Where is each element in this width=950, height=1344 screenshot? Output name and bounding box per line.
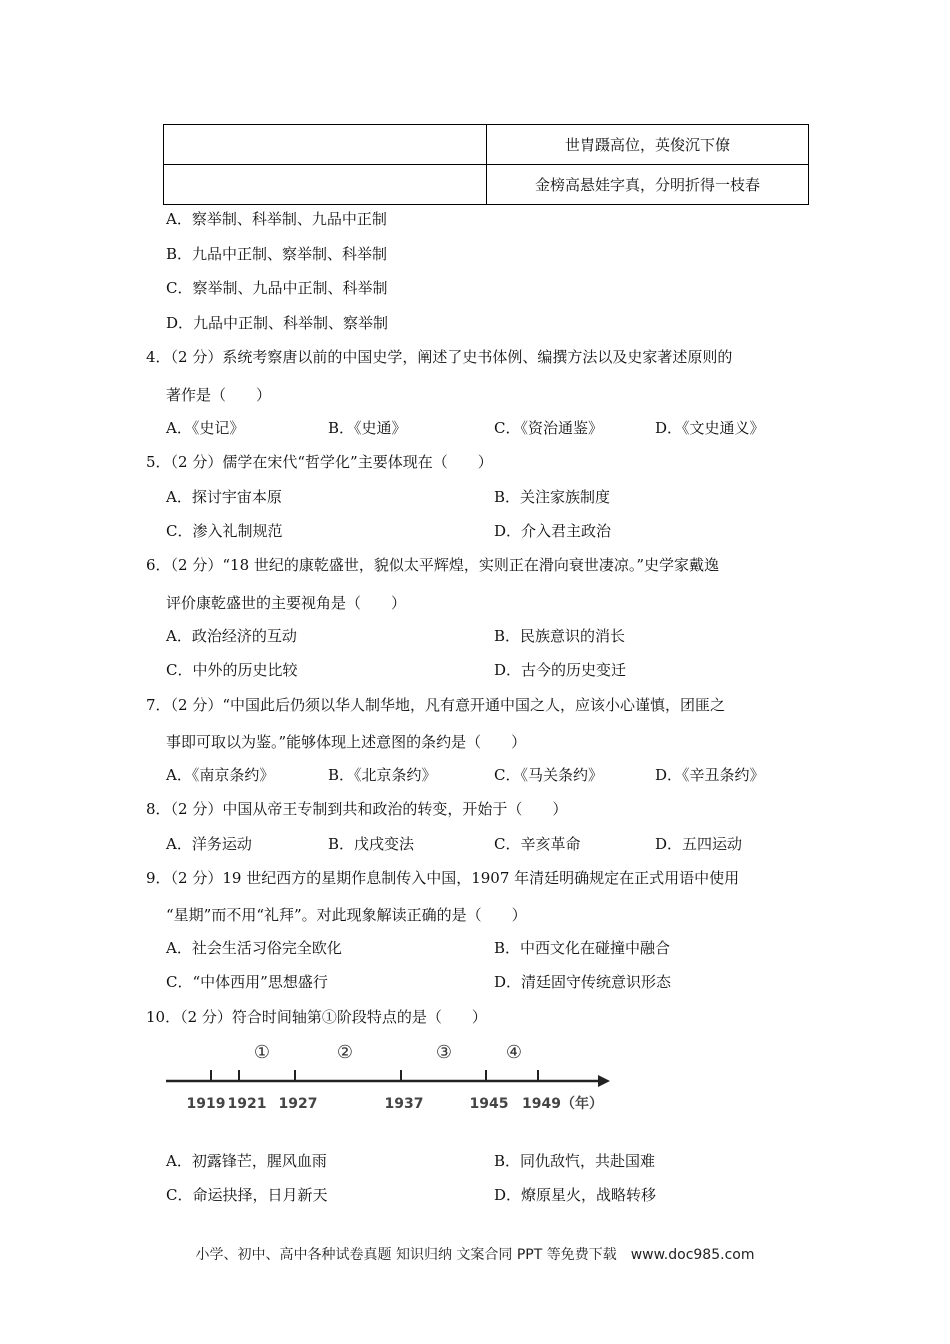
q5-option-c: C．渗入礼制规范 xyxy=(166,522,283,540)
q6-option-c: C．中外的历史比较 xyxy=(166,661,298,679)
q7-option-d: D．《辛丑条约》 xyxy=(655,766,765,784)
q9-option-c: C．“中体西用”思想盛行 xyxy=(166,973,328,991)
comparison-table xyxy=(163,124,809,205)
q4-stem-line2: 著作是（ ） xyxy=(166,386,272,404)
q6-option-b: B．民族意识的消长 xyxy=(494,627,626,645)
stage-label-3: ③ xyxy=(435,1042,453,1063)
stage-label-2: ② xyxy=(336,1042,354,1063)
q3-option-d: D．九品中正制、科举制、察举制 xyxy=(166,314,389,332)
table-cell-left xyxy=(164,125,487,165)
timeline-arrow-icon xyxy=(598,1075,610,1087)
q10-option-c: C．命运抉择，日月新天 xyxy=(166,1186,328,1204)
year-label-1919: 1919 xyxy=(186,1096,226,1112)
q9-option-d: D．清廷固守传统意识形态 xyxy=(494,973,672,991)
q4-option-d: D．《文史通义》 xyxy=(655,419,765,437)
q5-option-a: A．探讨宇宙本原 xyxy=(166,488,282,506)
q10-stem-line1: 10．（2 分）符合时间轴第①阶段特点的是（ ） xyxy=(146,1008,487,1026)
q4-stem-line1: 4．（2 分）系统考察唐以前的中国史学，阐述了史书体例、编撰方法以及史家著述原则的 xyxy=(146,348,733,366)
q7-stem-line2: 事即可取以为鉴。”能够体现上述意图的条约是（ ） xyxy=(166,733,527,751)
q8-option-d: D．五四运动 xyxy=(655,835,743,853)
year-label-1945: 1945 xyxy=(469,1096,509,1112)
q8-option-c: C．辛亥革命 xyxy=(494,835,581,853)
q7-option-c: C．《马关条约》 xyxy=(494,766,603,784)
q10-option-b: B．同仇敌忾，共赴国难 xyxy=(494,1152,656,1170)
q8-option-a: A．洋务运动 xyxy=(166,835,252,853)
table-cell-right: 世胄蹑高位，英俊沉下僚 xyxy=(487,125,809,165)
year-label-1927: 1927 xyxy=(278,1096,318,1112)
q3-option-b: B．九品中正制、察举制、科举制 xyxy=(166,245,388,263)
q10-option-d: D．燎原星火，战略转移 xyxy=(494,1186,657,1204)
q5-option-b: B．关注家族制度 xyxy=(494,488,611,506)
q7-option-a: A．《南京条约》 xyxy=(166,766,275,784)
q7-stem-line1: 7．（2 分）“中国此后仍须以华人制华地，凡有意开通中国之人，应该小心谨慎，团匪之 xyxy=(146,696,726,714)
q6-stem-line2: 评价康乾盛世的主要视角是（ ） xyxy=(166,594,407,612)
q8-option-b: B．戊戌变法 xyxy=(328,835,415,853)
q9-stem-line1: 9．（2 分）19 世纪西方的星期作息制传入中国，1907 年清廷明确规定在正式用语中使用 xyxy=(146,869,740,887)
year-label-1937: 1937 xyxy=(384,1096,424,1112)
q6-option-a: A．政治经济的互动 xyxy=(166,627,297,645)
table-row xyxy=(164,125,809,165)
q5-stem-line1: 5．（2 分）儒学在宋代“哲学化”主要体现在（ ） xyxy=(146,453,493,471)
q6-stem-line1: 6．（2 分）“18 世纪的康乾盛世，貌似太平辉煌，实则正在滑向衰世凄凉。”史学家戴逸 xyxy=(146,556,720,574)
year-label-1949: 1949（年） xyxy=(522,1096,603,1112)
q9-stem-line2: “星期”而不用“礼拜”。对此现象解读正确的是（ ） xyxy=(166,906,527,924)
q3-option-a: A．察举制、科举制、九品中正制 xyxy=(166,210,387,228)
table-cell-right: 金榜高悬娃字真，分明折得一枝春 xyxy=(487,165,809,205)
q4-option-b: B．《史通》 xyxy=(328,419,407,437)
q4-option-a: A．《史记》 xyxy=(166,419,245,437)
q6-option-d: D．古今的历史变迁 xyxy=(494,661,627,679)
year-label-1921: 1921 xyxy=(227,1096,267,1112)
q10-option-a: A．初露锋芒，腥风血雨 xyxy=(166,1152,327,1170)
table-row xyxy=(164,165,809,205)
q8-stem-line1: 8．（2 分）中国从帝王专制到共和政治的转变，开始于（ ） xyxy=(146,800,568,818)
table-cell-left xyxy=(164,165,487,205)
page-footer: 小学、初中、高中各种试卷真题 知识归纳 文案合同 PPT 等免费下载 www.doc985.com xyxy=(195,1247,755,1263)
stage-label-1: ① xyxy=(253,1042,271,1063)
q9-option-a: A．社会生活习俗完全欧化 xyxy=(166,939,342,957)
q3-option-c: C．察举制、九品中正制、科举制 xyxy=(166,279,388,297)
q7-option-b: B．《北京条约》 xyxy=(328,766,437,784)
q5-option-d: D．介入君主政治 xyxy=(494,522,612,540)
q4-option-c: C．《资治通鉴》 xyxy=(494,419,603,437)
stage-label-4: ④ xyxy=(505,1042,523,1063)
timeline-figure xyxy=(160,1036,620,1116)
q9-option-b: B．中西文化在碰撞中融合 xyxy=(494,939,671,957)
